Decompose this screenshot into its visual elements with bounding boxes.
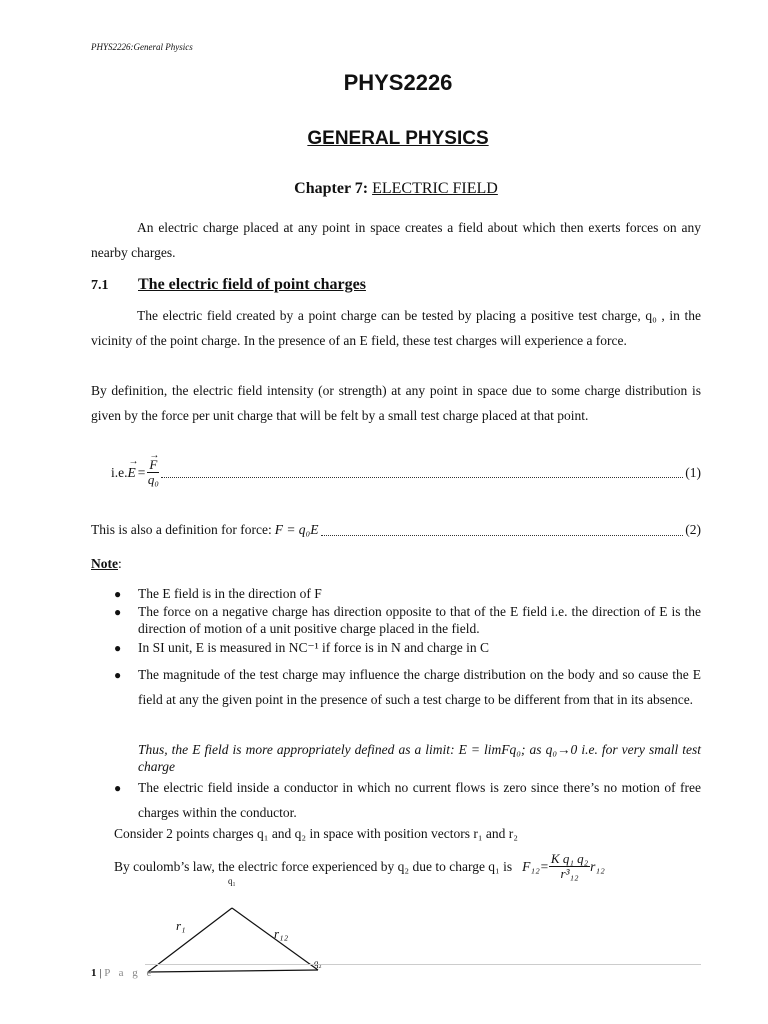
intro-paragraph: An electric charge placed at any point in space creates a field about which then exerts forces on any nearby charges. bbox=[91, 220, 701, 260]
vector-r1-line bbox=[148, 908, 232, 972]
coulomb-fraction: $\frac{\text{K q₁ q₂}}{\text{r³₁₂}}$ bbox=[550, 851, 589, 881]
section-paragraph-2: By definition, the electric field intensity (or strength) at any point in space due to some charge distribution is given by the force per unit charge that will be felt by a small test charge placed at that point. bbox=[91, 383, 701, 423]
section-title: The electric field of point charges bbox=[138, 276, 366, 293]
label-r1: r₁ bbox=[176, 918, 186, 933]
eq1-lhs: → E bbox=[127, 455, 139, 480]
bullet-3: In SI unit, E is measured in NC⁻¹ if force is in N and charge in C bbox=[138, 640, 489, 655]
page-number: 1 bbox=[91, 967, 97, 979]
bullet-dot-icon: ● bbox=[114, 781, 122, 795]
section-paragraph-1: The electric field created by a point charge can be tested by placing a positive test charge, q₀ , in the vicinity of the point charge. In the presence of an E field, these test charges will experience a force. bbox=[91, 308, 701, 348]
coulomb-rhs: r₁₂ bbox=[590, 858, 605, 874]
eq2-prefix: This is also a definition for force: bbox=[91, 522, 272, 537]
coulomb-line bbox=[114, 852, 605, 881]
coulomb-lhs: F₁₂= bbox=[522, 858, 549, 874]
bullet-dot-icon: ● bbox=[114, 605, 122, 619]
label-r12: r₁₂ bbox=[274, 926, 289, 941]
eq1-leader-dots bbox=[161, 467, 683, 478]
running-header: PHYS2226:General Physics bbox=[91, 42, 193, 52]
chapter-label: Chapter 7: bbox=[294, 180, 369, 197]
bullet-dot-icon: ● bbox=[114, 668, 122, 682]
coulomb-text: By coulomb’s law, the electric force experienced by q₂ due to charge q₁ is bbox=[114, 858, 513, 874]
page-word: P a g e bbox=[104, 967, 155, 979]
footer-rule bbox=[145, 964, 701, 965]
equation-2 bbox=[91, 522, 701, 538]
bullet-2: The force on a negative charge has direction opposite to that of the E field i.e. the direction of E is the direction of motion of a unit positive charge placed in the field. bbox=[138, 604, 701, 636]
chapter-name: ELECTRIC FIELD bbox=[372, 180, 498, 197]
label-q2: q₂ bbox=[314, 958, 322, 968]
course-name-title: GENERAL PHYSICS bbox=[307, 128, 489, 149]
page-footer bbox=[91, 967, 154, 979]
eq2-body: F = q₀E bbox=[274, 522, 319, 537]
eq1-prefix: i.e. bbox=[111, 464, 128, 480]
italic-limit-note: Thus, the E field is more appropriately defined as a limit: E = limFq₀; as q₀→0 i.e. for very small test charge bbox=[138, 742, 701, 774]
baseline-line bbox=[148, 970, 318, 972]
bullet-5: The electric field inside a conductor in which no current flows is zero since there’s no motion of free charges within the conductor. bbox=[138, 780, 701, 820]
chapter-heading bbox=[0, 180, 768, 198]
label-q1: q₁ bbox=[228, 876, 236, 886]
bullet-dot-icon: ● bbox=[114, 587, 122, 601]
equation-1: i.e. → E = → F q₀ (1) bbox=[111, 450, 701, 487]
eq2-leader-dots bbox=[321, 525, 684, 536]
bullet-dot-icon: ● bbox=[114, 641, 122, 655]
course-code-title: PHYS2226 bbox=[343, 70, 453, 95]
eq1-tag: (1) bbox=[685, 464, 701, 480]
eq1-fraction: → F q₀ bbox=[147, 450, 160, 487]
note-heading: Note: bbox=[91, 556, 122, 571]
footer-separator: | bbox=[96, 967, 105, 979]
eq2-tag: (2) bbox=[685, 522, 701, 537]
position-vector-diagram bbox=[140, 900, 330, 980]
bullet-4: The magnitude of the test charge may influence the charge distribution on the body and so cause the E field at any the given point in the presence of such a test charge to be different from that in its absence. bbox=[138, 667, 701, 707]
section-number: 7.1 bbox=[91, 278, 109, 293]
consider-line: Consider 2 points charges q₁ and q₂ in space with position vectors r₁ and r₂ bbox=[114, 826, 519, 841]
bullet-1: The E field is in the direction of F bbox=[138, 586, 322, 601]
